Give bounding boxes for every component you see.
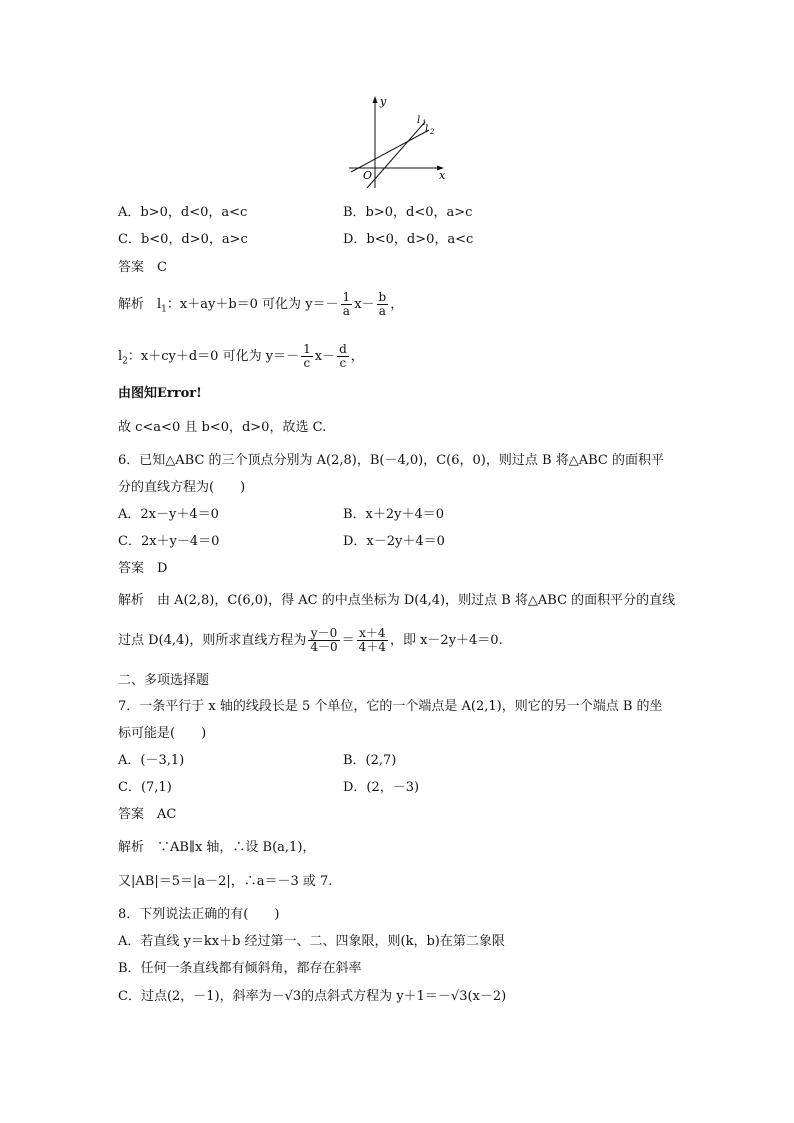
q6-answer: 答案 D (118, 561, 168, 576)
q5-analysis1-frac2 (377, 291, 389, 318)
origin-label: O (363, 169, 373, 182)
q5-option-b: B．b>0，d<0，a>c (343, 205, 473, 220)
frac-den: 4－0 (310, 640, 338, 654)
q7-analysis-line1: 解析 ∵AB∥x 轴，∴设 B(a,1)， (118, 840, 316, 855)
q5-analysis2-mid: ：x＋cy＋d＝0 可化为 y＝－ (127, 349, 300, 364)
q6-analysis2-pre: 过点 D(4,4)，则所求直线方程为 (118, 633, 307, 648)
q8-option-b: B．任何一条直线都有倾斜角，都存在斜率 (118, 961, 362, 976)
q5-analysis2-frac2 (337, 343, 349, 370)
q6-option-b: B．x＋2y＋4＝0 (343, 507, 445, 522)
q8-option-a: A．若直线 y＝kx＋b 经过第一、二、四象限，则(k，b)在第二象限 (118, 934, 505, 949)
frac-num: 1 (342, 290, 351, 304)
y-axis-arrow (373, 96, 378, 103)
q6-option-a: A．2x－y＋4＝0 (118, 507, 219, 522)
q7-option-a: A．(－3,1) (118, 753, 185, 768)
q6-stem-line1: 6．已知△ABC 的三个顶点分别为 A(2,8)，B(－4,0)，C(6，0)，则过点 B 将△ABC 的面积平 (118, 453, 664, 468)
q5-analysis2-sub: 2 (122, 356, 128, 367)
q7-answer: 答案 AC (118, 807, 177, 822)
q6-option-c: C．2x＋y－4＝0 (118, 534, 220, 549)
q5-option-d: D．b<0，d>0，a<c (343, 232, 474, 247)
q5-analysis1-pre: 解析 l (118, 297, 162, 312)
q5-analysis2-frac1 (301, 343, 313, 370)
q5-analysis-line2 (118, 343, 364, 375)
q6-analysis2-end: ，即 x－2y＋4＝0. (389, 633, 503, 648)
coordinate-figure (345, 92, 465, 192)
section-heading: 二、多项选择题 (118, 673, 210, 688)
q6-analysis-line1: 解析 由 A(2,8)，C(6,0)，得 AC 的中点坐标为 D(4,4)，则过点 B 将△ABC 的面积平分的直线 (118, 593, 676, 608)
q8-option-c: C．过点(2，－1)，斜率为－√3的点斜式方程为 y＋1＝－√3(x－2) (118, 989, 507, 1004)
q5-conclusion: 故 c<a<0 且 b<0，d>0，故选 C. (118, 420, 327, 435)
q5-analysis2-pre: l (118, 349, 123, 364)
x-axis-label: x (439, 169, 446, 182)
l1-label: l (417, 115, 421, 126)
q5-option-c: C．b<0，d>0，a>c (118, 232, 248, 247)
q6-eq: ＝ (341, 633, 355, 648)
frac-den: c (303, 356, 311, 370)
q7-stem-line1: 7．一条平行于 x 轴的线段长是 5 个单位，它的一个端点是 A(2,1)，则它的另一个端点 B 的坐 (118, 699, 663, 714)
q5-option-a: A．b>0，d<0，a<c (118, 205, 248, 220)
q5-error-line: 由图知Error! (118, 386, 202, 401)
q6-analysis-line2 (118, 626, 503, 656)
l1-sub: 1 (422, 119, 427, 127)
q5-analysis2-end: ， (350, 349, 364, 364)
q6-frac2 (357, 627, 388, 654)
q5-analysis1-end: ， (390, 297, 404, 312)
frac-den: a (378, 304, 386, 318)
q7-option-b: B．(2,7) (343, 753, 397, 768)
y-axis-label: y (380, 95, 387, 108)
frac-num: 1 (303, 342, 311, 356)
frac-num: y－0 (308, 627, 339, 641)
frac-num: x＋4 (357, 627, 388, 641)
q7-option-c: C．(7,1) (118, 780, 172, 795)
q5-analysis-line1 (118, 291, 403, 323)
q5-analysis2-x: x－ (314, 349, 336, 364)
q5-analysis1-sub: 1 (161, 304, 167, 315)
q5-analysis1-frac1 (341, 291, 353, 318)
q5-analysis1-x: x－ (354, 297, 375, 312)
q5-analysis1-mid: ：x＋ay＋b＝0 可化为 y＝－ (166, 297, 339, 312)
q6-stem-line2: 分的直线方程为( ) (118, 480, 246, 495)
q7-stem-line2: 标可能是( ) (118, 726, 207, 741)
q7-analysis-line2: 又|AB|＝5＝|a－2|，∴a＝－3 或 7. (118, 874, 333, 889)
frac-den: a (342, 304, 350, 318)
q8-stem: 8．下列说法正确的有( ) (118, 907, 280, 922)
frac-num: b (378, 290, 387, 304)
frac-num: d (339, 342, 347, 356)
line-l1 (367, 122, 425, 188)
line-l2 (351, 130, 429, 172)
l2-sub: 2 (430, 128, 435, 136)
frac-den: 4＋4 (358, 640, 386, 654)
l2-label: l (425, 124, 429, 135)
frac-den: c (339, 356, 347, 370)
q7-option-d: D．(2，－3) (343, 780, 420, 795)
q6-frac1 (308, 627, 339, 654)
q6-option-d: D．x－2y＋4＝0 (343, 534, 445, 549)
q5-answer: 答案 C (118, 260, 167, 275)
